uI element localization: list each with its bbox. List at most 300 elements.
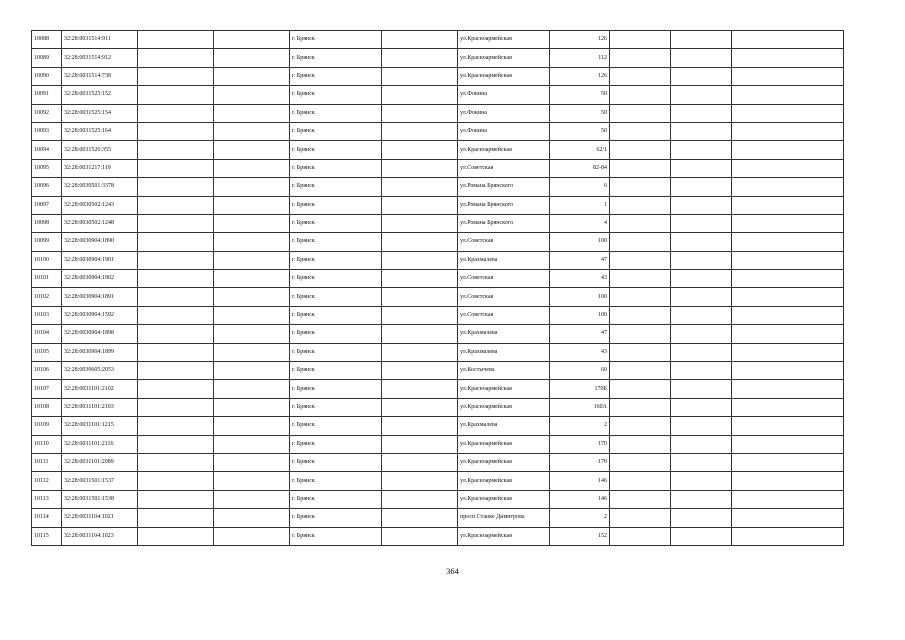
- record-number-cell: 10091: [32, 86, 62, 104]
- empty-cell: [610, 122, 671, 140]
- empty-cell: [732, 472, 844, 490]
- record-number-cell: 10108: [32, 398, 62, 416]
- house-number-cell: 100: [550, 306, 610, 324]
- empty-cell: [382, 31, 458, 49]
- empty-cell: [138, 527, 214, 545]
- empty-cell: [214, 104, 290, 122]
- table-row: [32, 104, 844, 122]
- house-number-cell: 47: [550, 251, 610, 269]
- empty-cell: [214, 398, 290, 416]
- empty-cell: [214, 141, 290, 159]
- empty-cell: [610, 509, 671, 527]
- empty-cell: [214, 453, 290, 471]
- record-number-cell: 10098: [32, 214, 62, 232]
- record-number-cell: 10104: [32, 325, 62, 343]
- empty-cell: [138, 362, 214, 380]
- empty-cell: [138, 31, 214, 49]
- empty-cell: [671, 233, 732, 251]
- street-cell: ул.Советская: [458, 306, 550, 324]
- table-row: [32, 178, 844, 196]
- empty-cell: [732, 453, 844, 471]
- house-number-cell: 126: [550, 67, 610, 85]
- empty-cell: [382, 343, 458, 361]
- cadastral-number-cell: 32:28:0030904:1890: [62, 233, 138, 251]
- table-row: [32, 398, 844, 416]
- empty-cell: [732, 31, 844, 49]
- empty-cell: [382, 380, 458, 398]
- empty-cell: [732, 362, 844, 380]
- city-cell: г. Брянск: [290, 86, 382, 104]
- empty-cell: [671, 288, 732, 306]
- cadastral-number-cell: 32:28:0031501:1538: [62, 490, 138, 508]
- empty-cell: [382, 178, 458, 196]
- empty-cell: [732, 490, 844, 508]
- record-number-cell: 10107: [32, 380, 62, 398]
- cadastral-number-cell: 32:28:0031514:911: [62, 31, 138, 49]
- city-cell: г. Брянск: [290, 417, 382, 435]
- empty-cell: [732, 343, 844, 361]
- street-cell: ул.Красноармейская: [458, 398, 550, 416]
- empty-cell: [610, 288, 671, 306]
- house-number-cell: 170: [550, 453, 610, 471]
- table-row: [32, 288, 844, 306]
- empty-cell: [732, 141, 844, 159]
- street-cell: ул.Советская: [458, 270, 550, 288]
- empty-cell: [732, 251, 844, 269]
- street-cell: ул.Красноармейская: [458, 141, 550, 159]
- street-cell: ул.Советская: [458, 159, 550, 177]
- empty-cell: [138, 417, 214, 435]
- empty-cell: [732, 196, 844, 214]
- empty-cell: [214, 509, 290, 527]
- street-cell: ул.Романа Брянского: [458, 214, 550, 232]
- empty-cell: [671, 178, 732, 196]
- empty-cell: [214, 288, 290, 306]
- street-cell: ул.Фокина: [458, 86, 550, 104]
- cadastral-number-cell: 32:28:0030904:1898: [62, 325, 138, 343]
- empty-cell: [610, 196, 671, 214]
- house-number-cell: 60: [550, 362, 610, 380]
- empty-cell: [138, 49, 214, 67]
- empty-cell: [671, 490, 732, 508]
- empty-cell: [382, 214, 458, 232]
- empty-cell: [138, 214, 214, 232]
- empty-cell: [138, 490, 214, 508]
- empty-cell: [382, 196, 458, 214]
- city-cell: г. Брянск: [290, 527, 382, 545]
- empty-cell: [671, 343, 732, 361]
- empty-cell: [610, 325, 671, 343]
- cadastral-number-cell: 32:28:0031514:912: [62, 49, 138, 67]
- empty-cell: [382, 306, 458, 324]
- record-number-cell: 10101: [32, 270, 62, 288]
- empty-cell: [610, 398, 671, 416]
- empty-cell: [382, 435, 458, 453]
- empty-cell: [671, 453, 732, 471]
- empty-cell: [138, 122, 214, 140]
- empty-cell: [671, 214, 732, 232]
- register-sheet: [31, 30, 844, 546]
- empty-cell: [138, 141, 214, 159]
- empty-cell: [671, 362, 732, 380]
- empty-cell: [732, 288, 844, 306]
- street-cell: ул.Фокина: [458, 122, 550, 140]
- empty-cell: [382, 490, 458, 508]
- cadastral-number-cell: 32:28:0030605:2053: [62, 362, 138, 380]
- empty-cell: [610, 159, 671, 177]
- house-number-cell: 146: [550, 472, 610, 490]
- street-cell: ул.Красноармейская: [458, 490, 550, 508]
- street-cell: ул.Крахмалева: [458, 251, 550, 269]
- table-row: [32, 362, 844, 380]
- house-number-cell: 2: [550, 417, 610, 435]
- cadastral-number-cell: 32:28:0031217:119: [62, 159, 138, 177]
- table-row: [32, 67, 844, 85]
- record-number-cell: 10097: [32, 196, 62, 214]
- empty-cell: [610, 49, 671, 67]
- table-row: [32, 527, 844, 545]
- empty-cell: [610, 380, 671, 398]
- city-cell: г. Брянск: [290, 141, 382, 159]
- record-number-cell: 10110: [32, 435, 62, 453]
- table-row: [32, 453, 844, 471]
- record-number-cell: 10111: [32, 453, 62, 471]
- empty-cell: [610, 417, 671, 435]
- empty-cell: [382, 453, 458, 471]
- empty-cell: [214, 325, 290, 343]
- house-number-cell: 126: [550, 31, 610, 49]
- empty-cell: [610, 472, 671, 490]
- empty-cell: [214, 178, 290, 196]
- empty-cell: [732, 527, 844, 545]
- cadastral-number-cell: 32:28:0031101:2102: [62, 380, 138, 398]
- empty-cell: [214, 214, 290, 232]
- empty-cell: [214, 270, 290, 288]
- house-number-cell: 160А: [550, 398, 610, 416]
- city-cell: г. Брянск: [290, 251, 382, 269]
- cadastral-number-cell: 32:28:0031514:738: [62, 67, 138, 85]
- house-number-cell: 50: [550, 104, 610, 122]
- table-row: [32, 417, 844, 435]
- record-number-cell: 10114: [32, 509, 62, 527]
- empty-cell: [610, 214, 671, 232]
- house-number-cell: 112: [550, 49, 610, 67]
- record-number-cell: 10088: [32, 31, 62, 49]
- property-register-table: [31, 30, 844, 546]
- empty-cell: [382, 417, 458, 435]
- city-cell: г. Брянск: [290, 104, 382, 122]
- empty-cell: [671, 509, 732, 527]
- cadastral-number-cell: 32:28:0031101:1215: [62, 417, 138, 435]
- street-cell: ул.Романа Брянского: [458, 178, 550, 196]
- house-number-cell: 152: [550, 527, 610, 545]
- table-row: [32, 270, 844, 288]
- empty-cell: [214, 417, 290, 435]
- city-cell: г. Брянск: [290, 362, 382, 380]
- city-cell: г. Брянск: [290, 122, 382, 140]
- table-row: [32, 141, 844, 159]
- cadastral-number-cell: 32:28:0030904:1899: [62, 343, 138, 361]
- table-row: [32, 306, 844, 324]
- cadastral-number-cell: 32:28:0031526:355: [62, 141, 138, 159]
- empty-cell: [671, 196, 732, 214]
- house-number-cell: 47: [550, 325, 610, 343]
- street-cell: ул.Крахмалева: [458, 325, 550, 343]
- empty-cell: [138, 251, 214, 269]
- house-number-cell: 82-84: [550, 159, 610, 177]
- empty-cell: [671, 417, 732, 435]
- empty-cell: [138, 270, 214, 288]
- empty-cell: [732, 306, 844, 324]
- street-cell: ул.Красноармейская: [458, 380, 550, 398]
- city-cell: г. Брянск: [290, 270, 382, 288]
- city-cell: г. Брянск: [290, 159, 382, 177]
- empty-cell: [214, 435, 290, 453]
- city-cell: г. Брянск: [290, 453, 382, 471]
- empty-cell: [382, 122, 458, 140]
- empty-cell: [214, 251, 290, 269]
- street-cell: ул.Советская: [458, 288, 550, 306]
- table-row: [32, 196, 844, 214]
- street-cell: ул.Костычева: [458, 362, 550, 380]
- cadastral-number-cell: 32:28:0030904:1891: [62, 288, 138, 306]
- empty-cell: [382, 270, 458, 288]
- city-cell: г. Брянск: [290, 49, 382, 67]
- empty-cell: [382, 472, 458, 490]
- cadastral-number-cell: 32:28:0030904:1592: [62, 306, 138, 324]
- city-cell: г. Брянск: [290, 490, 382, 508]
- empty-cell: [138, 86, 214, 104]
- empty-cell: [732, 270, 844, 288]
- empty-cell: [671, 122, 732, 140]
- empty-cell: [138, 233, 214, 251]
- table-row: [32, 509, 844, 527]
- empty-cell: [214, 472, 290, 490]
- cadastral-number-cell: 32:28:0031101:2103: [62, 398, 138, 416]
- cadastral-number-cell: 32:28:0031104:1021: [62, 509, 138, 527]
- empty-cell: [671, 527, 732, 545]
- empty-cell: [214, 362, 290, 380]
- empty-cell: [732, 178, 844, 196]
- table-row: [32, 251, 844, 269]
- city-cell: г. Брянск: [290, 288, 382, 306]
- empty-cell: [671, 159, 732, 177]
- empty-cell: [214, 306, 290, 324]
- empty-cell: [382, 398, 458, 416]
- street-cell: ул.Красноармейская: [458, 453, 550, 471]
- empty-cell: [214, 31, 290, 49]
- empty-cell: [671, 472, 732, 490]
- city-cell: г. Брянск: [290, 380, 382, 398]
- house-number-cell: 146: [550, 490, 610, 508]
- cadastral-number-cell: 32:28:0031525:154: [62, 104, 138, 122]
- table-row: [32, 86, 844, 104]
- empty-cell: [610, 343, 671, 361]
- empty-cell: [138, 398, 214, 416]
- cadastral-number-cell: 32:28:0031525:152: [62, 86, 138, 104]
- record-number-cell: 10094: [32, 141, 62, 159]
- cadastral-number-cell: 32:28:0030904:1901: [62, 251, 138, 269]
- empty-cell: [732, 435, 844, 453]
- house-number-cell: 50: [550, 122, 610, 140]
- empty-cell: [671, 398, 732, 416]
- city-cell: г. Брянск: [290, 325, 382, 343]
- city-cell: г. Брянск: [290, 31, 382, 49]
- empty-cell: [214, 490, 290, 508]
- table-row: [32, 159, 844, 177]
- empty-cell: [671, 251, 732, 269]
- table-row: [32, 214, 844, 232]
- empty-cell: [382, 233, 458, 251]
- empty-cell: [610, 178, 671, 196]
- table-row: [32, 472, 844, 490]
- city-cell: г. Брянск: [290, 214, 382, 232]
- table-row: [32, 233, 844, 251]
- empty-cell: [732, 67, 844, 85]
- empty-cell: [732, 325, 844, 343]
- empty-cell: [671, 270, 732, 288]
- empty-cell: [732, 380, 844, 398]
- empty-cell: [671, 435, 732, 453]
- empty-cell: [610, 490, 671, 508]
- cadastral-number-cell: 32:28:0031101:2116: [62, 435, 138, 453]
- empty-cell: [214, 380, 290, 398]
- table-row: [32, 31, 844, 49]
- empty-cell: [671, 325, 732, 343]
- empty-cell: [610, 104, 671, 122]
- empty-cell: [671, 380, 732, 398]
- empty-cell: [214, 233, 290, 251]
- empty-cell: [214, 122, 290, 140]
- empty-cell: [610, 362, 671, 380]
- record-number-cell: 10109: [32, 417, 62, 435]
- empty-cell: [671, 49, 732, 67]
- street-cell: ул.Крахмалева: [458, 417, 550, 435]
- cadastral-number-cell: 32:28:0030904:1902: [62, 270, 138, 288]
- empty-cell: [671, 31, 732, 49]
- street-cell: ул.Красноармейская: [458, 472, 550, 490]
- record-number-cell: 10102: [32, 288, 62, 306]
- house-number-cell: 1: [550, 196, 610, 214]
- house-number-cell: 100: [550, 233, 610, 251]
- table-row: [32, 49, 844, 67]
- city-cell: г. Брянск: [290, 67, 382, 85]
- city-cell: г. Брянск: [290, 398, 382, 416]
- city-cell: г. Брянск: [290, 306, 382, 324]
- empty-cell: [671, 86, 732, 104]
- cadastral-number-cell: 32:28:0031501:1537: [62, 472, 138, 490]
- empty-cell: [732, 509, 844, 527]
- record-number-cell: 10106: [32, 362, 62, 380]
- empty-cell: [671, 306, 732, 324]
- empty-cell: [138, 67, 214, 85]
- street-cell: ул.Фокина: [458, 104, 550, 122]
- table-row: [32, 490, 844, 508]
- record-number-cell: 10113: [32, 490, 62, 508]
- empty-cell: [382, 49, 458, 67]
- record-number-cell: 10103: [32, 306, 62, 324]
- house-number-cell: 6: [550, 178, 610, 196]
- street-cell: ул.Красноармейская: [458, 67, 550, 85]
- house-number-cell: 62/1: [550, 141, 610, 159]
- street-cell: ул.Красноармейская: [458, 527, 550, 545]
- cadastral-number-cell: 32:28:0030501:3378: [62, 178, 138, 196]
- empty-cell: [732, 417, 844, 435]
- empty-cell: [138, 325, 214, 343]
- record-number-cell: 10093: [32, 122, 62, 140]
- table-row: [32, 343, 844, 361]
- empty-cell: [671, 104, 732, 122]
- empty-cell: [138, 380, 214, 398]
- empty-cell: [138, 453, 214, 471]
- house-number-cell: 170: [550, 435, 610, 453]
- empty-cell: [382, 67, 458, 85]
- empty-cell: [610, 86, 671, 104]
- empty-cell: [138, 472, 214, 490]
- empty-cell: [382, 86, 458, 104]
- empty-cell: [610, 270, 671, 288]
- house-number-cell: 4: [550, 214, 610, 232]
- table-row: [32, 122, 844, 140]
- table-row: [32, 380, 844, 398]
- empty-cell: [382, 159, 458, 177]
- empty-cell: [732, 104, 844, 122]
- empty-cell: [214, 67, 290, 85]
- empty-cell: [671, 141, 732, 159]
- record-number-cell: 10096: [32, 178, 62, 196]
- record-number-cell: 10092: [32, 104, 62, 122]
- empty-cell: [382, 104, 458, 122]
- cadastral-number-cell: 32:28:0031101:2089: [62, 453, 138, 471]
- empty-cell: [382, 288, 458, 306]
- street-cell: ул.Крахмалева: [458, 343, 550, 361]
- empty-cell: [671, 67, 732, 85]
- empty-cell: [138, 306, 214, 324]
- record-number-cell: 10115: [32, 527, 62, 545]
- empty-cell: [610, 306, 671, 324]
- city-cell: г. Брянск: [290, 178, 382, 196]
- empty-cell: [610, 67, 671, 85]
- empty-cell: [382, 325, 458, 343]
- cadastral-number-cell: 32:28:0031104:1023: [62, 527, 138, 545]
- empty-cell: [214, 527, 290, 545]
- city-cell: г. Брянск: [290, 343, 382, 361]
- cadastral-number-cell: 32:28:0030502:1243: [62, 196, 138, 214]
- city-cell: г. Брянск: [290, 509, 382, 527]
- empty-cell: [138, 178, 214, 196]
- empty-cell: [382, 362, 458, 380]
- street-cell: ул.Романа Брянского: [458, 196, 550, 214]
- page-number: 364: [446, 566, 459, 576]
- record-number-cell: 10095: [32, 159, 62, 177]
- empty-cell: [138, 509, 214, 527]
- table-row: [32, 325, 844, 343]
- empty-cell: [732, 398, 844, 416]
- empty-cell: [610, 141, 671, 159]
- record-number-cell: 10089: [32, 49, 62, 67]
- house-number-cell: 2: [550, 509, 610, 527]
- record-number-cell: 10100: [32, 251, 62, 269]
- street-cell: ул.Красноармейская: [458, 435, 550, 453]
- empty-cell: [138, 159, 214, 177]
- city-cell: г. Брянск: [290, 472, 382, 490]
- house-number-cell: 170Б: [550, 380, 610, 398]
- street-cell: ул.Советская: [458, 233, 550, 251]
- house-number-cell: 43: [550, 343, 610, 361]
- empty-cell: [214, 343, 290, 361]
- empty-cell: [382, 251, 458, 269]
- empty-cell: [138, 435, 214, 453]
